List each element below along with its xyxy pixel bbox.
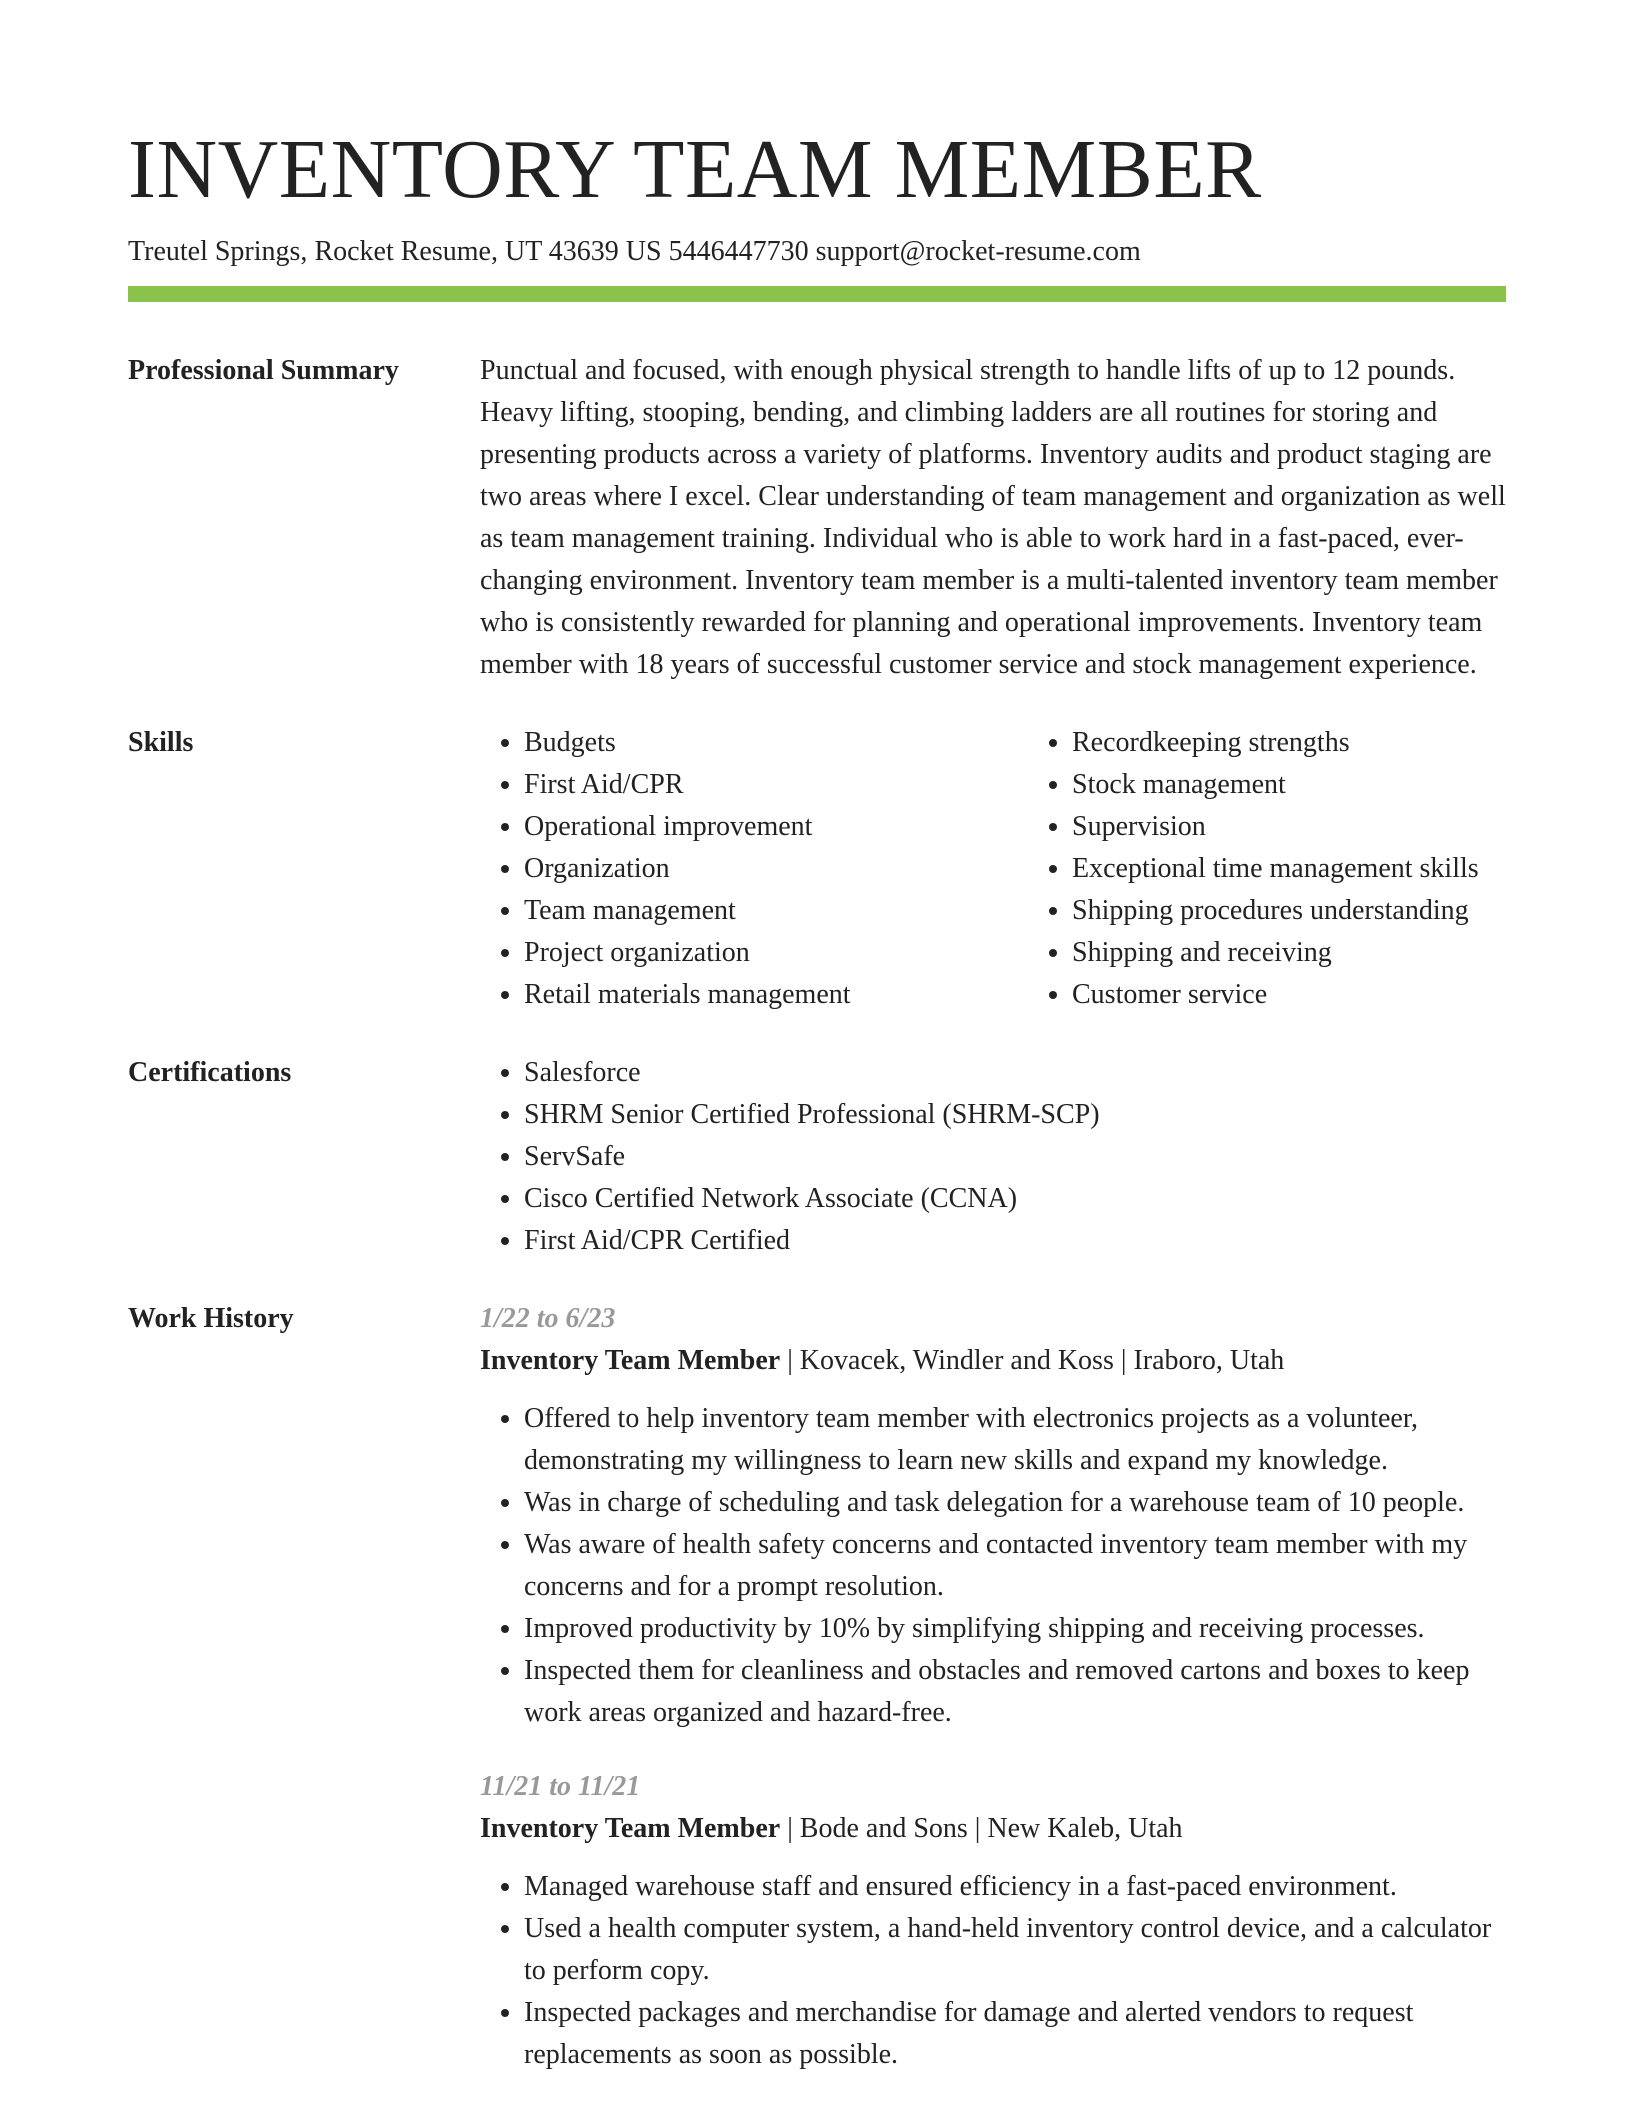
contact-city: Treutel Springs, [128, 236, 308, 267]
job-bullet: • Used a health computer system, a hand-held inventory control device, and a calculator to perform copy. [524, 1908, 1506, 1992]
certification-item: • Cisco Certified Network Associate (CCNA) [524, 1178, 1506, 1220]
job-entry [480, 1298, 1506, 1734]
job-heading [480, 1340, 1506, 1382]
certifications-heading: Certifications [128, 1057, 292, 1088]
job-bullet: • Improved productivity by 10% by simplifying shipping and receiving processes. [524, 1608, 1506, 1650]
skill-item: • Customer service [1072, 974, 1576, 1016]
skill-item: • Shipping and receiving [1072, 932, 1576, 974]
contact-country: US [625, 236, 662, 267]
contact-state-zip: UT 43639 [504, 236, 619, 267]
job-dates: 11/21 to 11/21 [480, 1771, 641, 1802]
summary-heading: Professional Summary [128, 355, 399, 386]
contact-email: support@rocket-resume.com [815, 236, 1141, 267]
job-title: Inventory Team Member [480, 1813, 781, 1844]
job-bullets [480, 1398, 1506, 1734]
certification-item: • Salesforce [524, 1052, 1506, 1094]
work-history-heading: Work History [128, 1303, 294, 1334]
accent-divider [128, 286, 1506, 302]
skills-section [128, 722, 1506, 1016]
job-bullet: • Was in charge of scheduling and task delegation for a warehouse team of 10 people. [524, 1482, 1506, 1524]
job-bullet: • Managed warehouse staff and ensured efficiency in a fast-paced environment. [524, 1866, 1506, 1908]
certifications-section [128, 1052, 1506, 1262]
job-title: Inventory Team Member [480, 1345, 781, 1376]
certification-item: • First Aid/CPR Certified [524, 1220, 1506, 1262]
contact-company: Rocket Resume, [314, 236, 498, 267]
job-heading [480, 1808, 1506, 1850]
job-bullet: • Offered to help inventory team member with electronics projects as a volunteer, demonstrating my willingness to learn new skills and expand my knowledge. [524, 1398, 1506, 1482]
skills-heading: Skills [128, 727, 194, 758]
skill-item: • Budgets [524, 722, 1028, 764]
job-bullets [480, 1866, 1506, 2076]
summary-text: Punctual and focused, with enough physical strength to handle lifts of up to 12 pounds. Heavy lifting, stooping, bending, and climbing ladders are all routines for storing and presenting products across a variety of platforms. Inventory audits and product staging are two areas where I excel. Clear understanding of team management and organization as well as team management training. Individual who is able to work hard in a fast-paced, ever-changing environment. Inventory team member is a multi-talented inventory team member who is consistently rewarded for planning and operational improvements. Inventory team member with 18 years of successful customer service and stock management experience. [480, 355, 1506, 680]
job-bullet: • Inspected them for cleanliness and obstacles and removed cartons and boxes to keep work areas organized and hazard-free. [524, 1650, 1506, 1734]
skill-item: • First Aid/CPR [524, 764, 1028, 806]
skill-item: • Stock management [1072, 764, 1576, 806]
skill-item: • Team management [524, 890, 1028, 932]
job-dates: 1/22 to 6/23 [480, 1303, 616, 1334]
skill-item: • Organization [524, 848, 1028, 890]
job-details: | Bode and Sons | New Kaleb, Utah [780, 1813, 1183, 1844]
skill-item: • Operational improvement [524, 806, 1028, 848]
skill-item: • Shipping procedures understanding [1072, 890, 1576, 932]
skill-item: • Retail materials management [524, 974, 1028, 1016]
contact-phone: 5446447730 [668, 236, 809, 267]
work-history-section [128, 1298, 1506, 2108]
contact-line [128, 234, 1506, 270]
skill-item: • Supervision [1072, 806, 1576, 848]
job-details: | Kovacek, Windler and Koss | Iraboro, Utah [780, 1345, 1285, 1376]
resume-name: INVENTORY TEAM MEMBER [128, 123, 1262, 216]
certification-item: • ServSafe [524, 1136, 1506, 1178]
skills-list-right [1028, 722, 1576, 1016]
resume-page [128, 0, 1506, 2108]
job-bullet: • Was aware of health safety concerns and contacted inventory team member with my concerns and for a prompt resolution. [524, 1524, 1506, 1608]
skill-item: • Recordkeeping strengths [1072, 722, 1576, 764]
job-entry [480, 1766, 1506, 2076]
skills-list-left [480, 722, 1028, 1016]
summary-section [128, 350, 1506, 686]
certification-item: • SHRM Senior Certified Professional (SHRM-SCP) [524, 1094, 1506, 1136]
skill-item: • Exceptional time management skills [1072, 848, 1576, 890]
job-bullet: • Inspected packages and merchandise for damage and alerted vendors to request replacements as soon as possible. [524, 1992, 1506, 2076]
skill-item: • Project organization [524, 932, 1028, 974]
certifications-list [480, 1052, 1506, 1262]
